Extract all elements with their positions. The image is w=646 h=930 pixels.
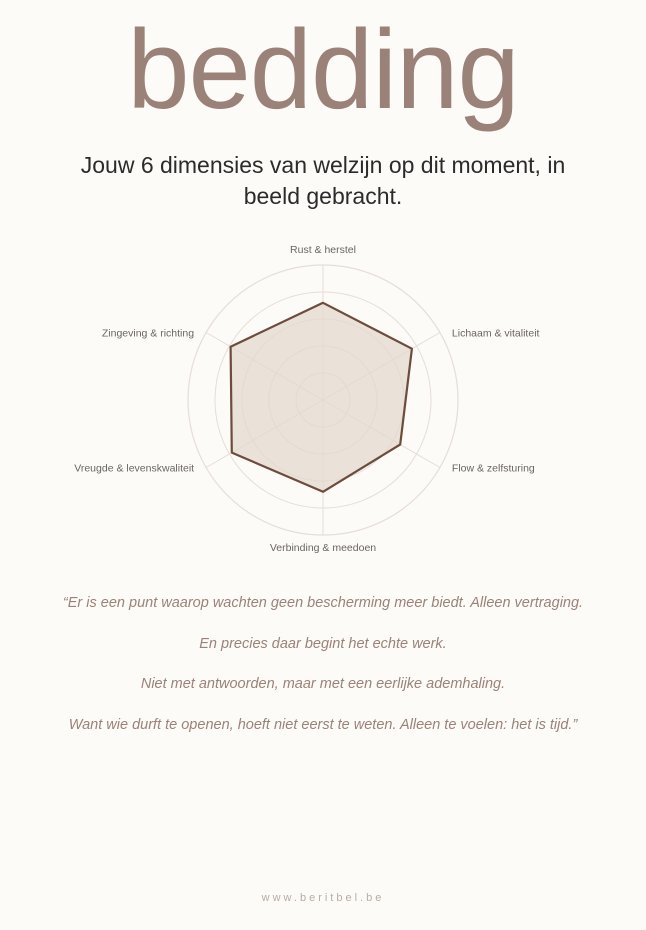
page-subtitle: Jouw 6 dimensies van welzijn op dit moment, in beeld gebracht. [80, 152, 566, 210]
radar-axis-label: Vreugde & levenskwaliteit [74, 462, 195, 475]
radar-axis-label: Rust & herstel [290, 244, 356, 257]
radar-axis-label: Verbinding & meedoen [269, 542, 377, 555]
radar-axis-label: Lichaam & vitaliteit [451, 327, 540, 340]
brand-title: bedding [127, 7, 519, 132]
radar-chart-container [0, 228, 646, 578]
quote-line-3: Niet met antwoorden, maar met een eerlijke ademhaling. [140, 676, 506, 693]
radar-data-polygon [231, 303, 412, 492]
quote-line-4: Want wie durft te openen, hoeft niet eerst te weten. Alleen te voelen: het is tijd.” [68, 716, 578, 733]
quote-line-2: En precies daar begint het echte werk. [199, 635, 447, 652]
quote-line-1: “Er is een punt waarop wachten geen bescherming meer biedt. Alleen vertraging. [62, 595, 584, 612]
radar-axis-label: Zingeving & richting [101, 327, 195, 340]
quote-block [0, 592, 646, 736]
radar-axis-label: Flow & zelfsturing [451, 462, 535, 475]
website-footer: www.beritbel.be [261, 892, 385, 904]
radar-chart [43, 228, 603, 578]
